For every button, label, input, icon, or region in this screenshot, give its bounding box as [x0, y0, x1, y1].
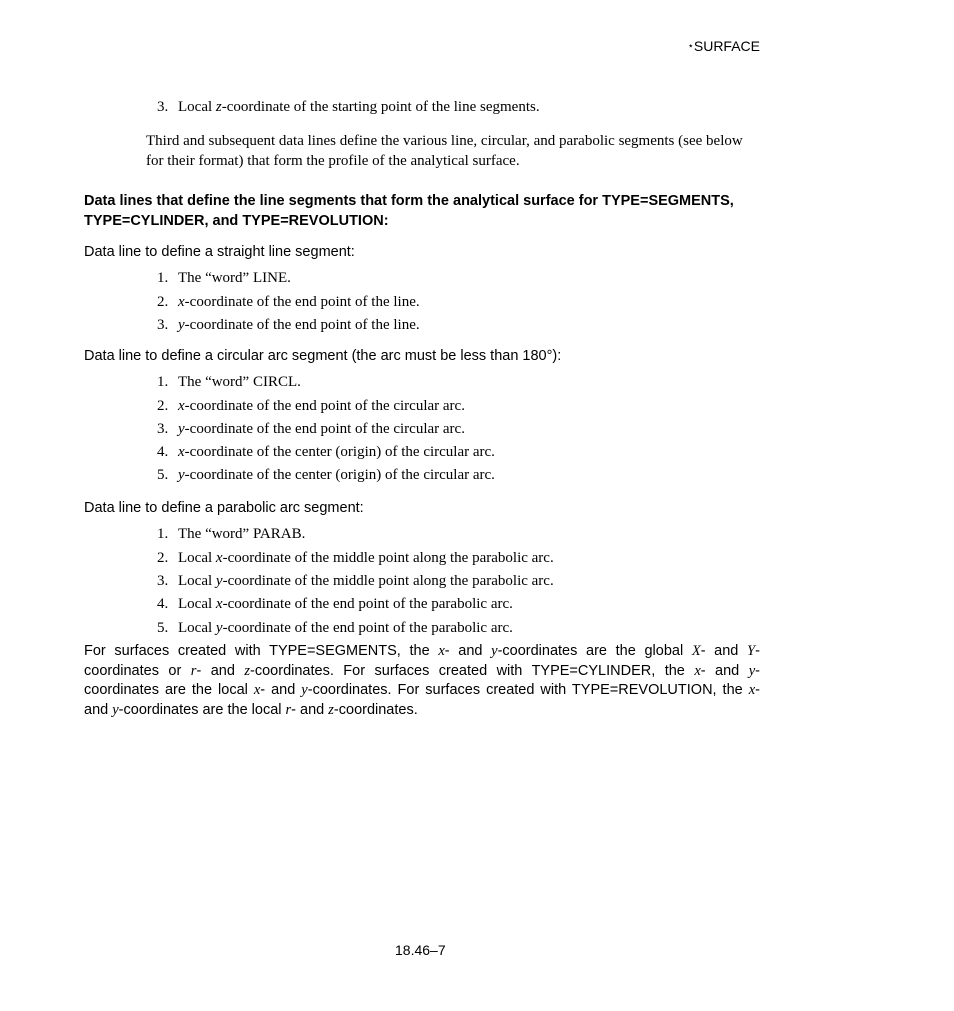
math-var: x: [178, 444, 185, 460]
item-text-pre: Local: [178, 596, 216, 612]
item-text-pre: The “word” CIRCL.: [178, 374, 301, 390]
math-var: x: [178, 294, 185, 310]
math-var: r: [285, 701, 292, 718]
math-var: Y: [747, 643, 756, 659]
item-text-post: -coordinate of the end point of the line.: [184, 294, 420, 310]
para-text: -coordinates are the local: [84, 662, 760, 698]
list-item: [157, 526, 305, 543]
para-text: - and: [700, 662, 749, 679]
list-number: 1.: [157, 526, 169, 542]
list-item: [157, 596, 513, 613]
para-text: - and: [260, 682, 302, 698]
intro-list-item: [157, 99, 540, 116]
item-text-pre: Local: [178, 620, 216, 636]
item-text-post: -coordinate of the end point of the circular arc.: [184, 398, 465, 414]
math-var: z: [328, 701, 334, 718]
math-var: x: [253, 682, 261, 698]
math-var: y: [215, 573, 223, 589]
math-var: z: [215, 99, 222, 115]
item-text-post: -coordinate of the middle point along the parabolic arc.: [222, 573, 554, 589]
para-text: - and: [196, 662, 245, 679]
intro-paragraph: Third and subsequent data lines define the various line, circular, and parabolic segments (see below for their format) that form the profile of the analytical surface.: [146, 133, 743, 169]
line-segment-label: Data line to define a straight line segment:: [84, 244, 355, 260]
para-text: -coordinates. For surfaces created with TYPE=CYLINDER, the: [250, 662, 695, 679]
list-number: 3.: [157, 99, 169, 115]
item-text-post: -coordinate of the end point of the parabolic arc.: [222, 596, 513, 612]
circular-segment-label: Data line to define a circular arc segment (the arc must be less than 180°):: [84, 348, 562, 364]
list-number: 5.: [157, 620, 169, 636]
item-text-post: -coordinate of the center (origin) of the circular arc.: [184, 444, 495, 460]
list-number: 1.: [157, 270, 169, 286]
list-number: 4.: [157, 596, 169, 612]
list-item: [157, 317, 420, 334]
math-var: y: [301, 682, 308, 698]
list-item: [157, 294, 420, 311]
math-var: y: [112, 701, 119, 718]
item-text-post: -coordinate of the middle point along the parabolic arc.: [222, 550, 554, 566]
list-item: [157, 620, 513, 637]
item-text-post: -coordinate of the end point of the line.: [184, 317, 420, 333]
para-text: - and: [84, 682, 760, 718]
para-text: - and: [444, 643, 492, 659]
item-text-post: -coordinate of the end point of the parabolic arc.: [222, 620, 513, 636]
math-var: y: [178, 317, 185, 333]
list-item: [157, 444, 495, 461]
para-text: -coordinates are the local: [118, 701, 286, 718]
header-star: ⋆: [687, 41, 694, 52]
list-item: [157, 573, 554, 590]
header-title: SURFACE: [693, 38, 760, 54]
list-number: 3.: [157, 573, 169, 589]
section-heading: Data lines that define the line segments that form the analytical surface for TYPE=SEGMENTS, TYPE=CYLINDER, and TYPE=REVOLUTION:: [84, 193, 734, 229]
item-text-post: -coordinate of the end point of the circular arc.: [184, 421, 465, 437]
math-var: x: [694, 662, 701, 679]
math-var: y: [178, 467, 185, 483]
math-var: y: [178, 421, 185, 437]
item-text-pre: Local: [178, 99, 216, 115]
item-text-pre: The “word” LINE.: [178, 270, 291, 286]
math-var: y: [491, 643, 498, 659]
list-number: 2.: [157, 398, 169, 414]
math-var: x: [215, 596, 223, 612]
item-text-post: -coordinate of the center (origin) of the circular arc.: [184, 467, 495, 483]
list-number: 1.: [157, 374, 169, 390]
math-var: r: [190, 662, 197, 679]
closing-paragraph: [84, 642, 760, 720]
list-item: [157, 270, 291, 287]
item-text-post: -coordinate of the starting point of the line segments.: [221, 99, 540, 115]
item-text-pre: Local: [178, 550, 216, 566]
math-var: z: [244, 662, 251, 679]
math-var: X: [691, 643, 701, 659]
math-var: y: [748, 662, 756, 679]
list-item: [157, 398, 465, 415]
math-var: x: [215, 550, 223, 566]
list-item: [157, 550, 554, 567]
para-text: - and: [700, 643, 748, 659]
math-var: x: [748, 682, 756, 698]
para-text: -coordinates are the global: [497, 643, 692, 659]
list-number: 3.: [157, 317, 169, 333]
list-number: 4.: [157, 444, 169, 460]
list-number: 5.: [157, 467, 169, 483]
list-item: [157, 467, 495, 484]
para-text: -coordinates. For surfaces created with TYPE=REVOLUTION, the: [307, 682, 749, 698]
page-number: 18.46–7: [395, 942, 446, 958]
para-text: -coordinates or: [84, 643, 760, 679]
running-header: [688, 38, 760, 54]
item-text-pre: The “word” PARAB.: [178, 526, 306, 542]
list-item: [157, 421, 465, 438]
list-number: 3.: [157, 421, 169, 437]
math-var: y: [215, 620, 223, 636]
item-text-pre: Local: [178, 573, 216, 589]
list-item: [157, 374, 301, 391]
para-text: - and: [291, 701, 329, 718]
list-number: 2.: [157, 294, 169, 310]
math-var: x: [178, 398, 185, 414]
math-var: x: [438, 643, 445, 659]
list-number: 2.: [157, 550, 169, 566]
para-text: For surfaces created with TYPE=SEGMENTS, the: [84, 643, 439, 659]
para-text: -coordinates.: [333, 701, 418, 718]
parabolic-segment-label: Data line to define a parabolic arc segment:: [84, 500, 364, 516]
